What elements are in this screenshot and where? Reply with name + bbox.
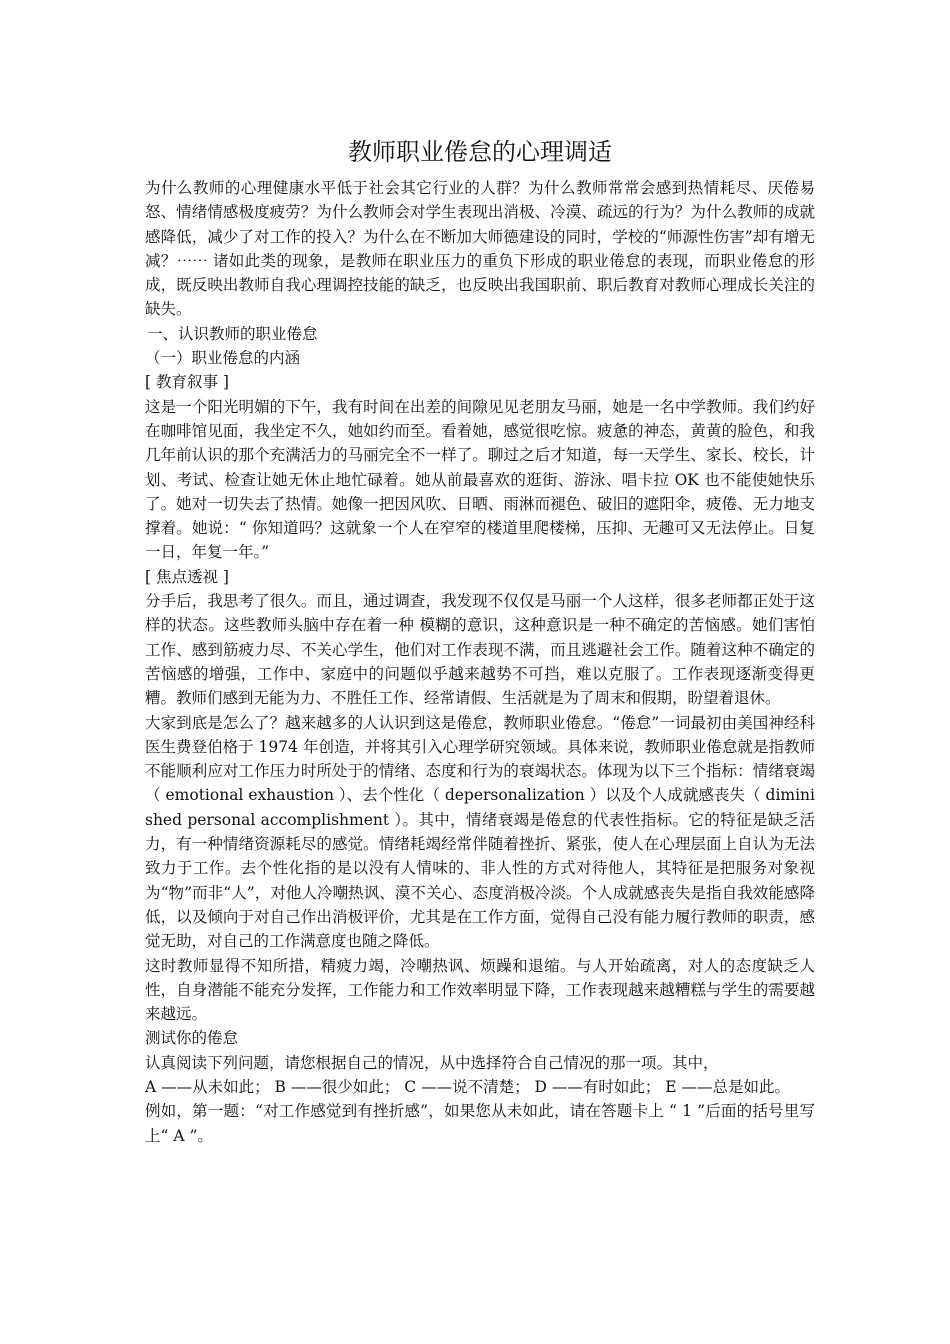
test-scale: A ——从未如此； B ——很少如此； C ——说不清楚； D ——有时如此； E ——总是如此。: [145, 1077, 791, 1096]
test-instructions: 认真阅读下列问题，请您根据自己的情况，从中选择符合自己情况的那一项。其中，: [145, 1053, 719, 1072]
test-heading: 测试你的倦怠: [145, 1029, 239, 1048]
definition-paragraph: 大家到底是怎么了？越来越多的人认识到这是倦怠，教师职业倦怠。“倦怠”一词最初由美国神经科医生费登伯格于 1974 年创造，并将其引入心理学研究领域。具体来说，教师职业倦怠就是指教师不能顺利应对工作压力时所处于的情绪、态度和行为的衰竭状态。体现为以下三个指标：情绪衰竭（ emotional exhaustion ）、去个性化（ depersonalization ）以及个人成就感丧失（ diminished personal accomplishment ）。其中，情绪衰竭是倦怠的代表性指标。它的特征是缺乏活力，有一种情绪资源耗尽的感觉。情绪耗竭经常伴随着挫折、紧张，使人在心理层面上自认为无法致力于工作。去个性化指的是以没有人情味的、非人性的方式对待他人，其特征是把服务对象视为“物”而非“人”，对他人冷嘲热讽、漠不关心、态度消极冷淡。个人成就感丧失是指自我效能感降低，以及倾向于对自己作出消极评价，尤其是在工作方面，觉得自己没有能力履行教师的职责，感觉无助，对自己的工作满意度也随之降低。: [145, 713, 815, 951]
document-body: [145, 128, 815, 1148]
intro-paragraph: 为什么教师的心理健康水平低于社会其它行业的人群？为什么教师常常会感到热情耗尽、厌倦易怒、情绪情感极度疲劳？为什么教师会对学生表现出消极、冷漠、疏远的行为？为什么教师的成就感降低，减少了对工作的投入？为什么在不断加大师德建设的同时，学校的“师源性伤害”却有增无减？⋯⋯ 诸如此类的现象，是教师在职业压力的重负下形成的职业倦怠的表现，而职业倦怠的形成，既反映出教师自我心理调控技能的缺乏，也反映出我国职前、职后教育对教师心理成长关注的缺失。: [145, 179, 815, 319]
test-example: 例如，第一题：“对工作感觉到有挫折感”，如果您从未如此，请在答题卡上 “ 1 ”后面的括号里写上“ A ”。: [145, 1102, 815, 1145]
subsection-heading: （一）职业倦怠的内涵: [145, 349, 301, 368]
narrative-paragraph: 这是一个阳光明媚的下午，我有时间在出差的间隙见见老朋友马丽，她是一名中学教师。我们约好在咖啡馆见面，我坐定不久，她如约而至。看着她，感觉很吃惊。疲惫的神态，黄黄的脸色，和我几年前认识的那个充满活力的马丽完全不一样了。聊过之后才知道，每一天学生、家长、校长，计划、考试、检查让她无休止地忙碌着。她从前最喜欢的逛街、游泳、唱卡拉 OK 也不能使她快乐了。她对一切失去了热情。她像一把因风吹、日晒、雨淋而褪色、破旧的遮阳伞，疲倦、无力地支撑着。她说：“ 你知道吗？这就象一个人在窄窄的楼道里爬楼梯，压抑、无趣可又无法停止。日复一日，年复一年。”: [145, 397, 815, 562]
document-title: 教师职业倦怠的心理调适: [348, 138, 612, 166]
focus-tag: [ 焦点透视 ]: [145, 567, 229, 586]
symptoms-paragraph: 这时教师显得不知所措，精疲力竭，冷嘲热讽、烦躁和退缩。与人开始疏离，对人的态度缺乏人性，自身潜能不能充分发挥，工作能力和工作效率明显下降，工作表现越来越糟糕与学生的需要越来越远。: [145, 956, 815, 1024]
narrative-tag: [ 教育叙事 ]: [145, 373, 229, 392]
focus-paragraph: 分手后，我思考了很久。而且，通过调查，我发现不仅仅是马丽一个人这样，很多老师都正处于这样的状态。这些教师头脑中存在着一种 模糊的意识，这种意识是一种不确定的苦恼感。她们害怕工作、感到筋疲力尽、不关心学生，他们对工作表现不满，而且逃避社会工作。随着这种不确定的苦恼感的增强，工作中、家庭中的问题似乎越来越势不可挡，难以克服了。工作表现逐渐变得更糟。教师们感到无能为力、不胜任工作、经常请假、生活就是为了周末和假期，盼望着退休。: [145, 592, 815, 708]
section-heading: 一、认识教师的职业倦怠: [147, 324, 318, 343]
